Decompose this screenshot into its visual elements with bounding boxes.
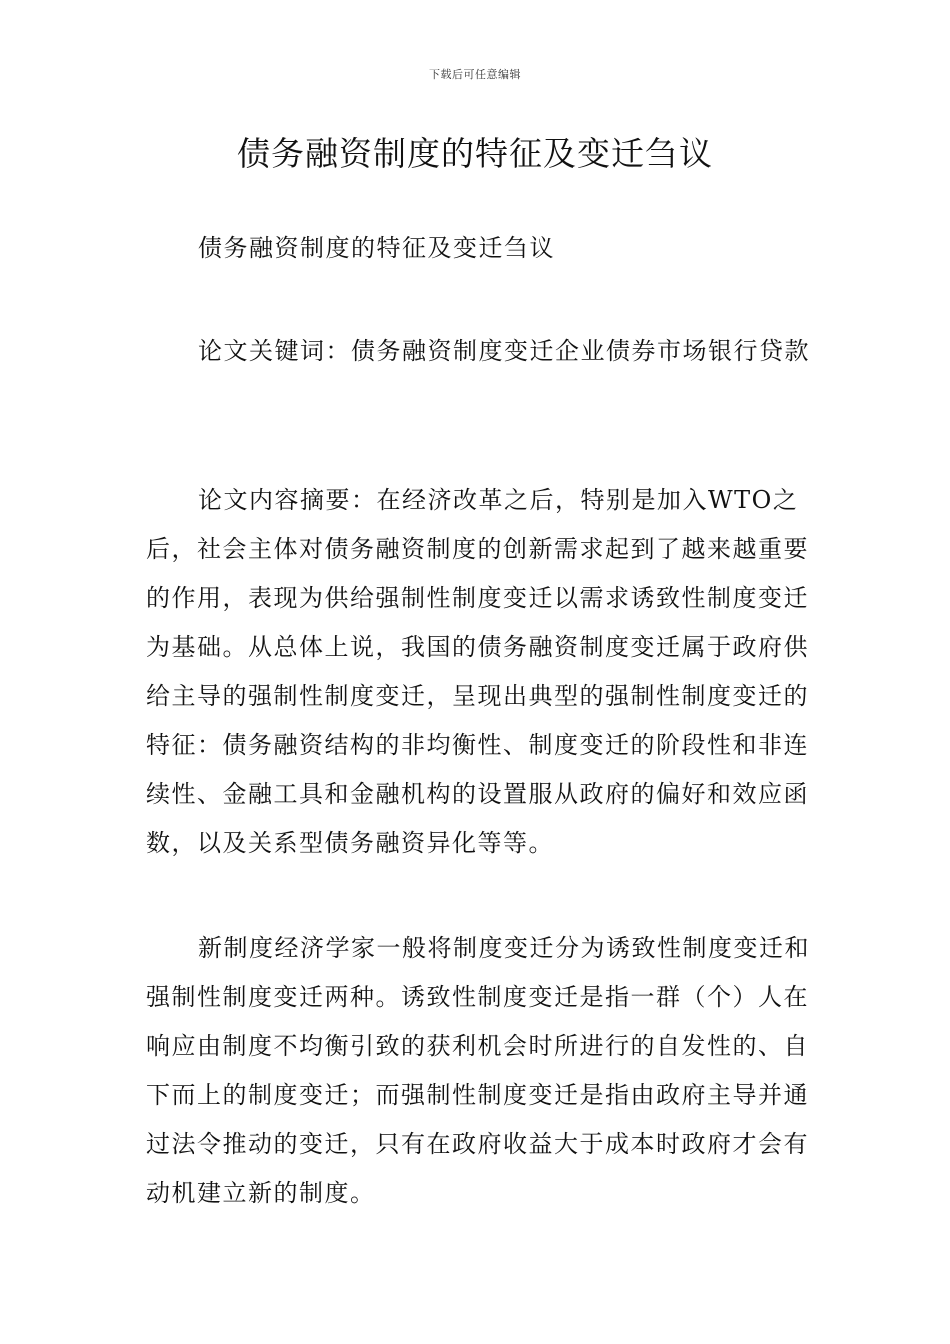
body-paragraph: 新制度经济学家一般将制度变迁分为诱致性制度变迁和强制性制度变迁两种。诱致性制度变迁是指一群（个）人在响应由制度不均衡引致的获利机会时所进行的自发性的、自下而上的制度变迁；而强制性制度变迁是指由政府主导并通过法令推动的变迁，只有在政府收益大于成本时政府才会有动机建立新的制度。 <box>146 934 810 1207</box>
header-note: 下载后可任意编辑 <box>429 68 521 81</box>
keywords-paragraph: 论文关键词：债务融资制度变迁企业债券市场银行贷款 <box>198 337 810 365</box>
subtitle-paragraph: 债务融资制度的特征及变迁刍议 <box>198 234 555 262</box>
document-title: 债务融资制度的特征及变迁刍议 <box>237 134 713 173</box>
abstract-paragraph: 论文内容摘要：在经济改革之后，特别是加入WTO之后，社会主体对债务融资制度的创新需求起到了越来越重要的作用，表现为供给强制性制度变迁以需求诱致性制度变迁为基础。从总体上说，我国的债务融资制度变迁属于政府供给主导的强制性制度变迁，呈现出典型的强制性制度变迁的特征：债务融资结构的非均衡性、制度变迁的阶段性和非连续性、金融工具和金融机构的设置服从政府的偏好和效应函数，以及关系型债务融资异化等等。 <box>146 486 809 857</box>
